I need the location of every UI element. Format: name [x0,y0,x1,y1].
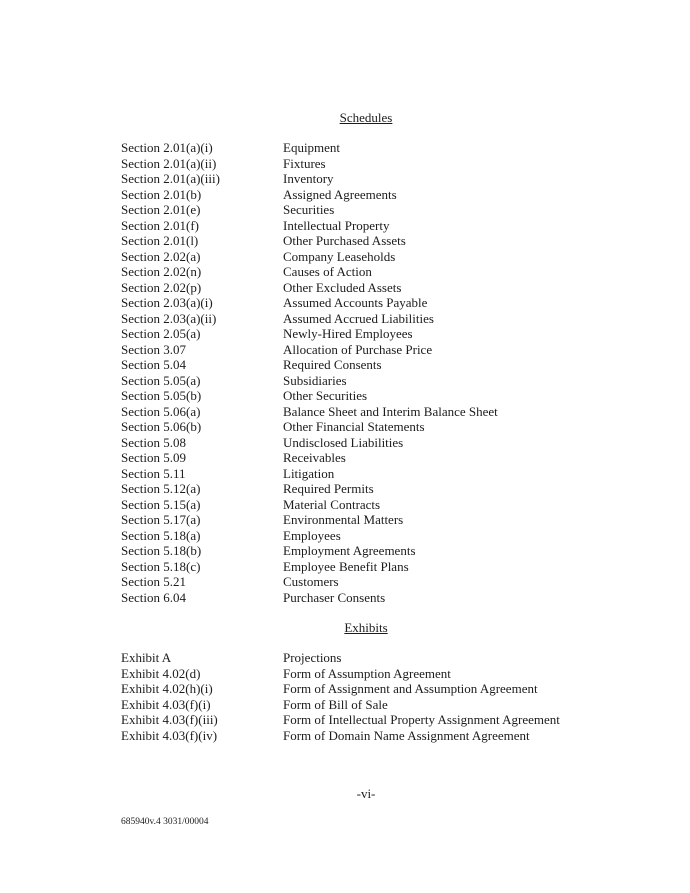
schedule-row [121,264,611,280]
schedule-row [121,156,611,172]
schedule-ref: Section 5.05(b) [121,388,202,403]
schedules-heading: Schedules [339,110,393,125]
schedule-description: Allocation of Purchase Price [283,341,433,357]
schedule-row [121,187,611,203]
schedule-row [121,528,611,544]
schedule-description: Customers [283,574,339,589]
exhibit-row [121,728,611,744]
schedule-ref: Section 2.02(a) [121,248,201,264]
schedule-description: Undisclosed Liabilities [283,434,404,450]
schedule-ref: Section 2.05(a) [121,326,201,341]
schedule-row [121,249,611,265]
schedule-row [121,218,611,234]
schedule-ref: Section 5.18(a) [121,527,201,543]
schedule-row [121,140,611,156]
schedule-row [121,326,611,342]
exhibit-description: Form of Intellectual Property Assignment Agreement [283,712,560,727]
schedule-ref: Section 5.12(a) [121,481,201,496]
schedule-description: Company Leaseholds [283,248,396,264]
exhibits-list [121,650,611,743]
schedule-description: Employees [283,527,341,543]
schedule-ref: Section 5.09 [121,450,186,465]
exhibits-heading: Exhibits [344,620,388,635]
schedule-ref: Section 2.03(a)(ii) [121,310,217,326]
schedule-ref: Section 2.01(a)(i) [121,140,213,155]
schedule-description: Fixtures [283,155,326,171]
schedule-row [121,404,611,420]
schedule-row [121,512,611,528]
schedule-description: Causes of Action [283,264,372,279]
schedule-ref: Section 5.06(a) [121,403,201,419]
exhibit-ref: Exhibit 4.02(h)(i) [121,681,213,696]
schedule-ref: Section 5.18(b) [121,543,202,558]
schedule-row [121,373,611,389]
exhibit-ref: Exhibit 4.03(f)(iii) [121,712,218,727]
schedule-row [121,450,611,466]
schedule-ref: Section 5.04 [121,357,186,372]
schedule-ref: Section 5.18(c) [121,558,201,574]
schedule-description: Other Financial Statements [283,419,425,434]
schedule-row [121,559,611,575]
schedule-description: Environmental Matters [283,512,404,527]
schedule-description: Newly-Hired Employees [283,326,413,341]
schedule-ref: Section 5.05(a) [121,372,201,388]
schedule-ref: Section 3.07 [121,341,186,357]
schedule-ref: Section 2.01(b) [121,186,202,202]
schedule-row [121,419,611,435]
exhibit-row [121,650,611,666]
schedule-row [121,574,611,590]
schedule-row [121,280,611,296]
schedule-description: Receivables [283,450,346,465]
exhibit-row [121,666,611,682]
schedule-description: Other Excluded Assets [283,279,402,295]
schedule-row [121,481,611,497]
schedule-ref: Section 5.15(a) [121,496,201,512]
schedule-ref: Section 5.17(a) [121,512,201,527]
exhibit-row [121,681,611,697]
schedule-description: Equipment [283,140,341,155]
schedule-description: Subsidiaries [283,372,347,388]
schedule-ref: Section 6.04 [121,589,186,605]
page-content [121,110,611,828]
schedule-description: Assumed Accrued Liabilities [283,310,434,326]
schedule-ref: Section 2.02(n) [121,264,202,279]
schedule-description: Employment Agreements [283,543,416,558]
schedule-ref: Section 2.01(a)(ii) [121,155,217,171]
schedule-ref: Section 5.08 [121,434,186,450]
schedule-ref: Section 2.03(a)(i) [121,295,213,310]
schedule-description: Inventory [283,171,334,186]
schedule-row [121,311,611,327]
schedule-row [121,466,611,482]
exhibit-ref: Exhibit 4.03(f)(iv) [121,727,218,743]
schedule-ref: Section 5.11 [121,465,186,481]
exhibit-description: Form of Assumption Agreement [283,665,451,681]
schedule-description: Required Consents [283,357,382,372]
schedule-description: Assigned Agreements [283,186,397,202]
schedule-description: Litigation [283,465,335,481]
schedule-row [121,233,611,249]
schedule-description: Other Purchased Assets [283,233,406,248]
schedule-row [121,388,611,404]
schedule-ref: Section 2.01(a)(iii) [121,171,220,186]
schedule-row [121,342,611,358]
schedule-row [121,171,611,187]
schedule-row [121,435,611,451]
schedule-row [121,357,611,373]
schedule-ref: Section 2.01(f) [121,217,199,233]
schedule-description: Intellectual Property [283,217,390,233]
schedule-row [121,202,611,218]
schedule-description: Required Permits [283,481,374,496]
schedule-ref: Section 2.01(l) [121,233,199,248]
schedules-list [121,140,611,605]
exhibit-ref: Exhibit 4.02(d) [121,665,201,681]
exhibit-description: Form of Assignment and Assumption Agreement [283,681,538,696]
schedule-row [121,543,611,559]
schedule-description: Securities [283,202,335,217]
schedule-ref: Section 2.02(p) [121,279,202,295]
exhibit-ref: Exhibit 4.03(f)(i) [121,696,211,712]
exhibit-row [121,697,611,713]
schedule-description: Material Contracts [283,496,381,512]
exhibit-description: Form of Domain Name Assignment Agreement [283,727,530,743]
exhibit-description: Form of Bill of Sale [283,696,388,712]
schedule-ref: Section 2.01(e) [121,202,201,217]
exhibit-row [121,712,611,728]
schedule-row [121,497,611,513]
schedule-ref: Section 5.21 [121,574,186,589]
document-id-footer: 685940v.4 3031/00004 [121,816,209,827]
schedule-description: Purchaser Consents [283,589,386,605]
schedule-row [121,590,611,606]
schedule-ref: Section 5.06(b) [121,419,202,434]
schedule-row [121,295,611,311]
schedule-description: Other Securities [283,388,368,403]
page-number: -vi- [356,786,376,801]
schedule-description: Balance Sheet and Interim Balance Sheet [283,403,498,419]
schedule-description: Assumed Accounts Payable [283,295,428,310]
exhibit-description: Projections [283,650,342,665]
exhibit-ref: Exhibit A [121,650,172,665]
schedule-description: Employee Benefit Plans [283,558,409,574]
